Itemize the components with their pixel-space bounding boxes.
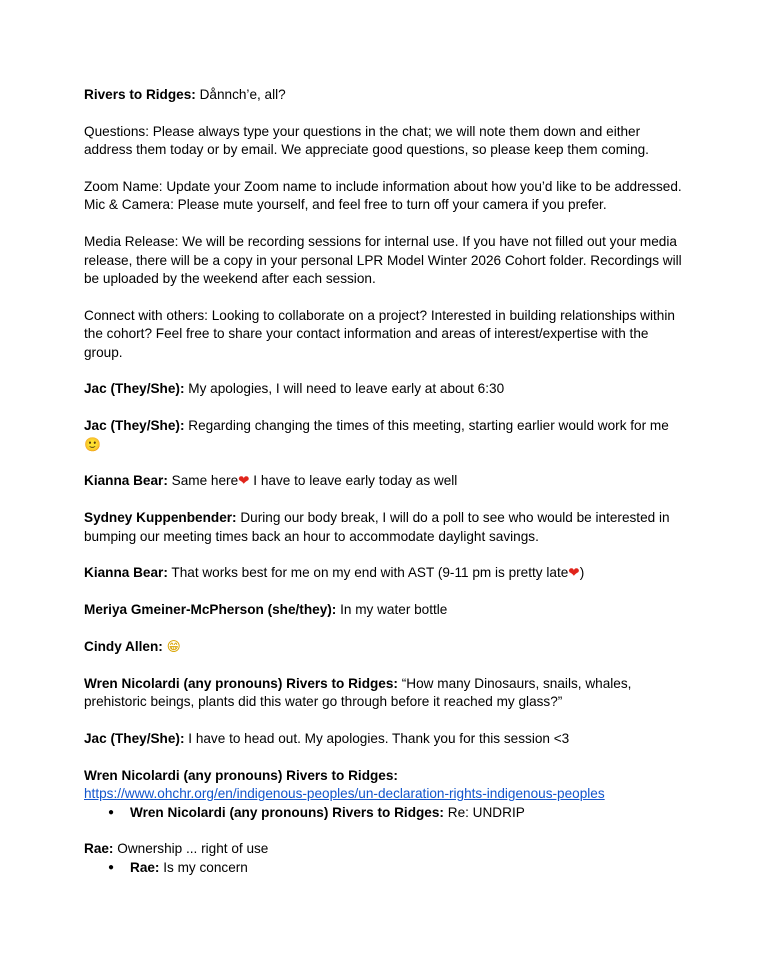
chat-message [84,380,684,398]
message-text: Ownership ... right of use [113,841,269,857]
message-text: I have to head out. My apologies. Thank you for this session <3 [184,731,570,747]
message-text: Questions: Please always type your questions in the chat; we will note them down and either address them today or by email. We appreciate good questions, so please keep them coming. [84,123,649,158]
message-text: Media Release: We will be recording sessions for internal use. If you have not filled out your media release, there will be a copy in your personal LPR Model Winter 2026 Cohort folder. Recordings will be uploaded by the weekend after each session. [84,234,682,287]
chat-message [84,675,684,712]
message-text: Dånnch’e, all? [195,87,286,102]
speaker-name: Jac (They/She): [84,731,185,747]
chat-message [84,601,684,619]
chat-message [84,472,684,490]
message-text: Is my concern [159,859,248,875]
speaker-name: Cindy Allen: [84,639,163,655]
list-item [84,859,684,877]
chat-message [84,417,684,454]
grinning-face-icon: 😁 [166,639,181,656]
red-heart-icon: ❤ [568,565,580,582]
chat-message [84,564,684,582]
speaker-name: Meriya Gmeiner-McPherson (she/they): [84,602,337,618]
undrip-link[interactable]: https://www.ohchr.org/en/indigenous-peoples/un-declaration-rights-indigenous-peoples [84,786,605,802]
message-text: Same here [167,473,239,489]
chat-message [84,196,684,214]
speaker-name: Rae: [130,859,160,875]
red-heart-icon: ❤ [238,473,250,490]
chat-message [84,123,684,160]
message-text: I have to leave early today as well [249,473,458,489]
reply-list [84,859,684,877]
message-text: My apologies, I will need to leave early at about 6:30 [184,381,505,397]
list-item [84,804,684,822]
speaker-name: Wren Nicolardi (any pronouns) Rivers to Ridges: [84,767,398,783]
chat-message [84,767,684,804]
message-text: Re: UNDRIP [443,804,525,820]
speaker-name: Rivers to Ridges: [84,87,196,102]
message-text: Regarding changing the times of this meeting, starting earlier would work for me [184,418,669,434]
message-text: Connect with others: Looking to collaborate on a project? Interested in building relationships within the cohort? Feel free to share your contact information and areas of interest/expertise with the group. [84,307,675,360]
chat-message [84,178,684,196]
message-text: That works best for me on my end with AST (9-11 pm is pretty late [167,565,569,581]
speaker-name: Rae: [84,841,114,857]
speaker-name: Wren Nicolardi (any pronouns) Rivers to Ridges: [84,675,398,691]
chat-message [84,730,684,748]
speaker-name: Wren Nicolardi (any pronouns) Rivers to Ridges: [130,804,444,820]
message-text: During our body break, I will do a poll to see who would be interested in bumping our meeting times back an hour to accommodate daylight savings. [84,510,670,544]
reply-list [84,804,684,822]
chat-transcript-document [84,86,684,896]
smiling-face-icon: 🙂 [84,436,101,453]
chat-message [84,233,684,288]
message-text: “How many Dinosaurs, snails, whales, prehistoric beings, plants did this water go through before it reached my glass?” [84,675,632,710]
chat-message [84,509,684,546]
chat-message [84,840,684,858]
chat-message [84,307,684,362]
speaker-name: Jac (They/She): [84,418,185,434]
message-text: Mic & Camera: Please mute yourself, and feel free to turn off your camera if you prefer. [84,197,607,213]
chat-message [84,638,684,656]
message-text: In my water bottle [336,602,448,618]
speaker-name: Jac (They/She): [84,381,185,397]
message-text: Zoom Name: Update your Zoom name to include information about how you’d like to be addressed. [84,179,682,194]
speaker-name: Kianna Bear: [84,473,168,489]
message-text: ) [579,565,585,581]
chat-message [84,86,684,104]
speaker-name: Sydney Kuppenbender: [84,510,237,526]
speaker-name: Kianna Bear: [84,565,168,581]
